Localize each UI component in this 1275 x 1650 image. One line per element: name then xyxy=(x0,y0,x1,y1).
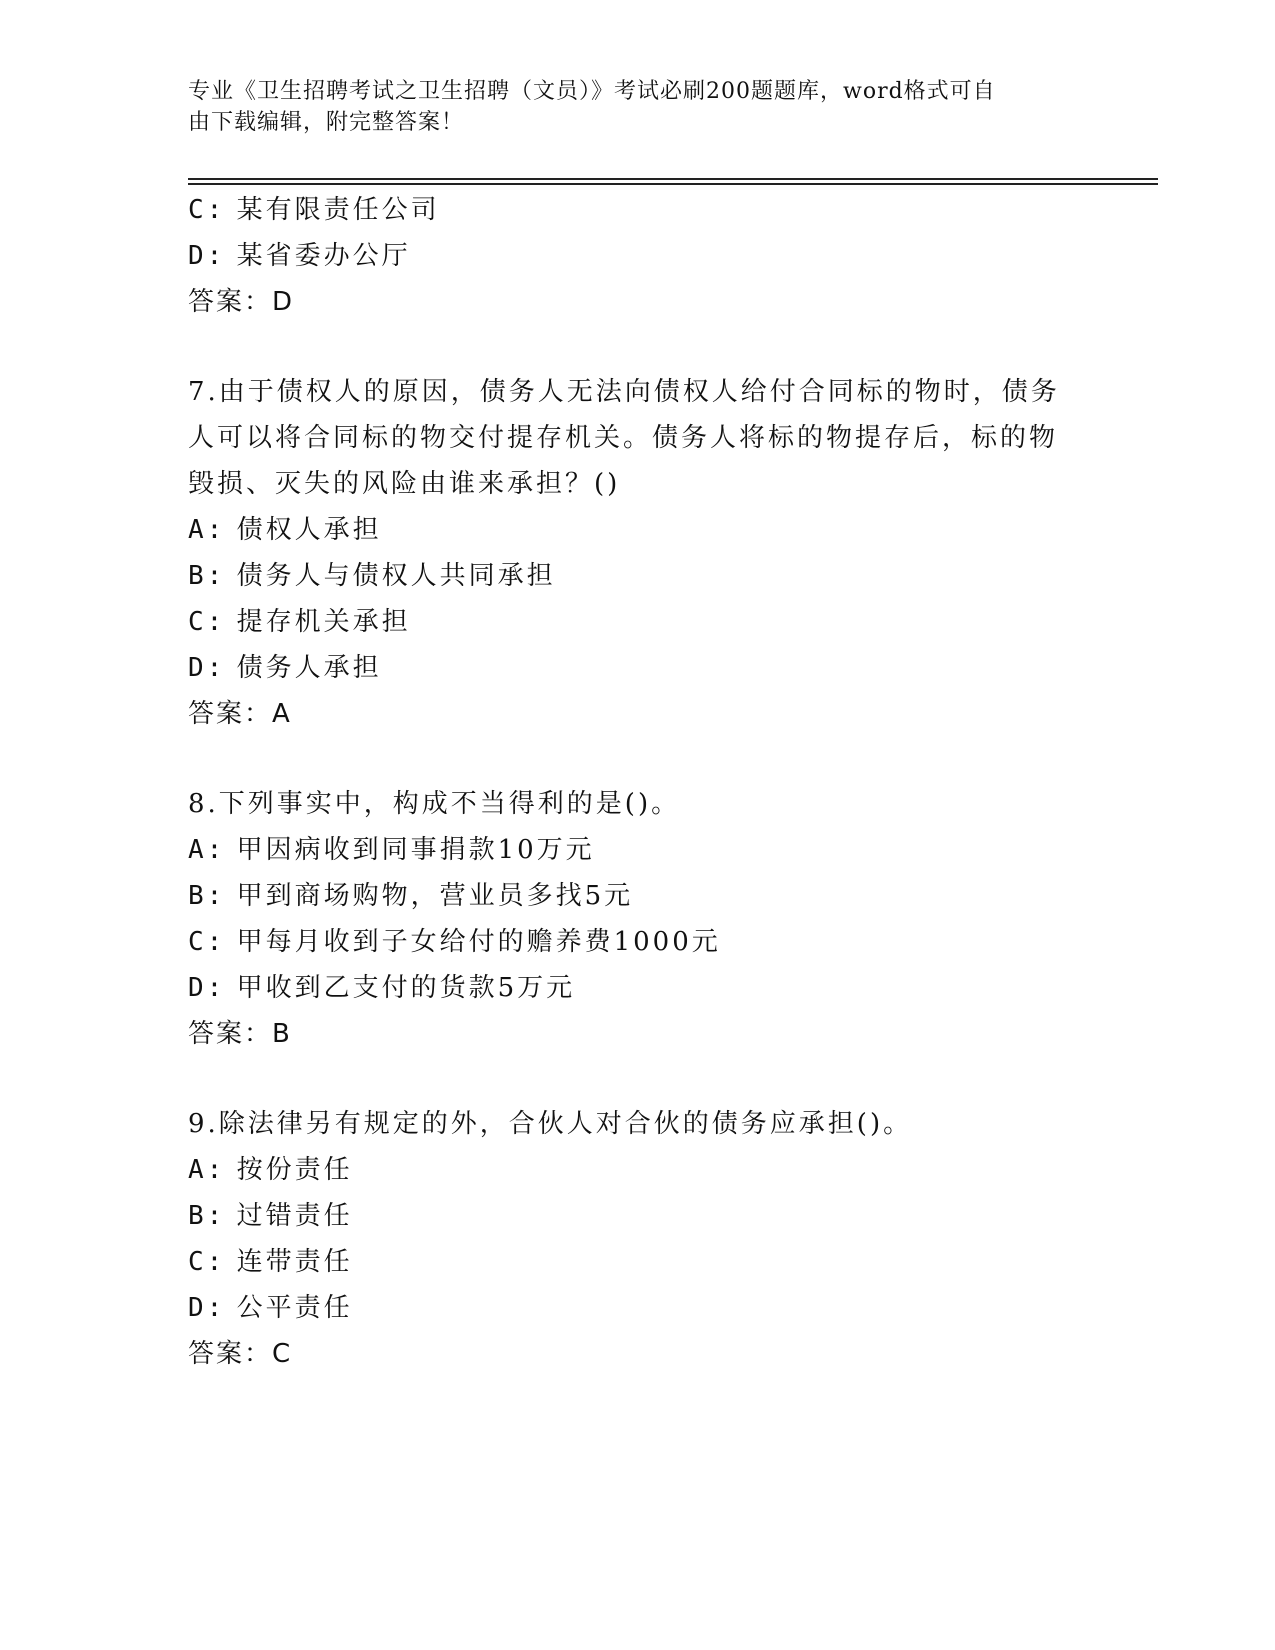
question-stem-line: 9.除法律另有规定的外，合伙人对合伙的债务应承担()。 xyxy=(188,1109,913,1139)
option-text: 债务人与债权人共同承担 xyxy=(236,561,556,591)
option-line xyxy=(188,507,1088,553)
option-label: D: xyxy=(188,1293,226,1323)
option-text: 连带责任 xyxy=(236,1247,353,1277)
option-line xyxy=(188,1193,1088,1239)
option-line xyxy=(188,919,1088,965)
header-line-2: 由下载编辑，附完整答案！ xyxy=(188,110,465,135)
option-label: C: xyxy=(188,607,226,637)
question-9 xyxy=(188,1101,1088,1377)
option-line xyxy=(188,965,1088,1011)
answer-line: 答案：D xyxy=(188,287,295,317)
option-line xyxy=(188,645,1088,691)
option-line xyxy=(188,553,1088,599)
answer-line: 答案：A xyxy=(188,699,292,729)
option-label: C: xyxy=(188,1247,226,1277)
option-label: C: xyxy=(188,927,226,957)
spacer xyxy=(188,1057,1088,1101)
document-body xyxy=(188,187,1088,1377)
question-7 xyxy=(188,369,1088,737)
option-text: 债权人承担 xyxy=(236,515,382,545)
option-line xyxy=(188,873,1088,919)
option-text: 甲每月收到子女给付的赡养费1000元 xyxy=(236,927,721,957)
option-line xyxy=(188,1147,1088,1193)
option-label: D: xyxy=(188,241,226,271)
option-text: 过错责任 xyxy=(236,1201,353,1231)
header-rule-top xyxy=(188,178,1158,180)
header-line-1: 专业《卫生招聘考试之卫生招聘（文员）》考试必刷200题题库，word格式可自 xyxy=(188,79,996,104)
question-stem-line: 毁损、灭失的风险由谁来承担？() xyxy=(188,469,621,499)
option-text: 公平责任 xyxy=(236,1293,353,1323)
question-stem-line: 人可以将合同标的物交付提存机关。债务人将标的物提存后，标的物 xyxy=(188,423,1059,453)
option-line xyxy=(188,1285,1088,1331)
option-line xyxy=(188,233,1088,279)
option-text: 按份责任 xyxy=(236,1155,353,1185)
spacer xyxy=(188,325,1088,369)
question-6-tail xyxy=(188,187,1088,325)
option-label: B: xyxy=(188,1201,226,1231)
option-line xyxy=(188,599,1088,645)
document-header xyxy=(188,76,1068,138)
question-stem-line: 7.由于债权人的原因，债务人无法向债权人给付合同标的物时，债务 xyxy=(188,377,1060,407)
option-text: 某有限责任公司 xyxy=(236,195,440,225)
option-label: A: xyxy=(188,835,226,865)
option-text: 某省委办公厅 xyxy=(236,241,411,271)
option-text: 债务人承担 xyxy=(236,653,382,683)
option-line xyxy=(188,827,1088,873)
question-stem-line: 8.下列事实中，构成不当得利的是()。 xyxy=(188,789,681,819)
answer-line: 答案：B xyxy=(188,1019,292,1049)
answer-line: 答案：C xyxy=(188,1339,293,1369)
spacer xyxy=(188,737,1088,781)
option-label: C: xyxy=(188,195,226,225)
option-line xyxy=(188,1239,1088,1285)
option-text: 甲到商场购物，营业员多找5元 xyxy=(236,881,634,911)
option-text: 甲因病收到同事捐款10万元 xyxy=(236,835,595,865)
option-label: D: xyxy=(188,973,226,1003)
option-label: A: xyxy=(188,1155,226,1185)
option-label: B: xyxy=(188,881,226,911)
option-line xyxy=(188,187,1088,233)
option-label: B: xyxy=(188,561,226,591)
header-rule-bottom xyxy=(188,183,1158,185)
option-label: D: xyxy=(188,653,226,683)
question-8 xyxy=(188,781,1088,1057)
option-text: 甲收到乙支付的货款5万元 xyxy=(236,973,576,1003)
option-text: 提存机关承担 xyxy=(236,607,411,637)
option-label: A: xyxy=(188,515,226,545)
